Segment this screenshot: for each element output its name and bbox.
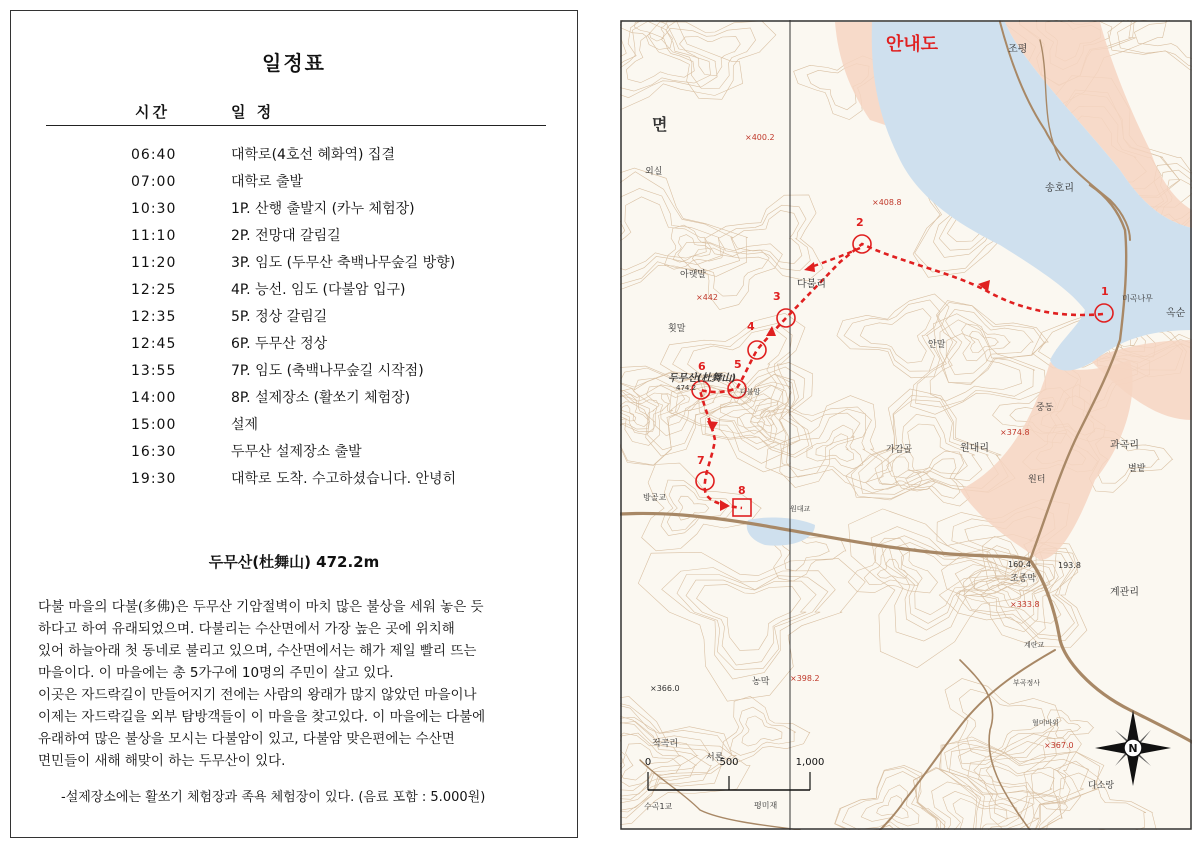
row-time: 13:55 [131,363,177,379]
row-plan: 3P. 임도 (두무산 축백나무숲길 방향) [231,255,456,271]
map-label: 미곡나무 [1122,294,1153,303]
description-line: 하다고 하여 유래되었으며. 다불리는 수산면에서 가장 높은 곳에 위치해 [38,621,455,637]
description-line: 면민들이 새해 해맞이 하는 두무산이 있다. [38,753,286,769]
schedule-row [11,223,577,250]
guide-map [620,20,1192,830]
map-label: 아랫말 [680,270,707,280]
row-plan: 두무산 설제장소 출발 [231,444,362,460]
map-label: 다불리 [797,279,826,290]
schedule-row [11,277,577,304]
map-label: 부곡정사 [1013,679,1041,687]
description-line: 이제는 자드락길을 외부 탐방객들이 이 마을을 찾고있다. 이 마을에는 다불에 [38,709,486,725]
map-label: 혈미바위 [1032,719,1060,727]
map-label: 원터 [1028,475,1046,485]
schedule-row [11,196,577,223]
schedule-row [11,304,577,331]
row-plan: 8P. 설제장소 (활쏘기 체험장) [231,390,411,406]
row-time: 10:30 [131,201,177,217]
row-plan: 설제 [231,417,259,433]
elevation-label: ×333.8 [1010,600,1040,609]
map-label: 160.4 [1008,560,1031,569]
row-plan: 6P. 두무산 정상 [231,336,328,352]
map-label: 농막 [752,677,770,687]
row-plan: 대학로(4호선 혜화역) 집결 [231,147,395,163]
route-number: 1 [1101,285,1109,298]
row-time: 12:45 [131,336,177,352]
schedule-panel [10,10,578,838]
map-label: 원대리 [960,443,989,454]
route-number: 8 [738,484,746,497]
map-label: 평미재 [754,801,778,810]
scale-label: 1,000 [795,757,825,768]
header-time: 시간 [135,103,170,121]
map-label: 별밭 [1128,464,1146,474]
mountain-title: 두무산(杜舞山) 472.2m [208,553,380,571]
map-label: 조종막 [1010,574,1037,584]
row-plan: 5P. 정상 갈림길 [231,309,328,325]
row-plan: 1P. 산행 출발지 (카누 체험장) [231,201,415,217]
map-title: 안내도 [885,34,939,55]
row-time: 07:00 [131,174,177,190]
map-label: 안말 [928,340,946,350]
schedule-row [11,331,577,358]
description-line: 유래하여 많은 불상을 모시는 다불암이 있고, 다불암 맞은편에는 수산면 [38,731,455,747]
header-plan: 일 정 [231,103,275,121]
schedule-row [11,358,577,385]
map-label: 다불암 [740,388,761,396]
elevation-label: ×398.2 [790,674,820,683]
schedule-title: 일정표 [262,51,326,75]
schedule-row [11,385,577,412]
schedule-row [11,412,577,439]
description-line: 이곳은 자드락길이 만들어지기 전에는 사람의 왕래가 많지 않았던 마을이나 [38,687,477,703]
row-time: 12:35 [131,309,177,325]
map-label: 송호리 [1045,183,1074,194]
schedule-row [11,169,577,196]
route-number: 4 [747,320,755,333]
row-time: 19:30 [131,471,177,487]
row-time: 11:10 [131,228,177,244]
row-plan: 대학로 도착. 수고하셨습니다. 안녕히 [231,471,457,487]
map-label: 계관리 [1110,587,1139,598]
row-time: 06:40 [131,147,177,163]
route-number: 7 [697,454,705,467]
map-label: 서론 [706,753,724,763]
description-line: 마을이다. 이 마을에는 총 5가구에 10명의 주민이 살고 있다. [38,665,394,681]
map-label: ×366.0 [650,684,680,693]
row-plan: 대학로 출발 [231,174,304,190]
map-label: 적곡리 [652,739,679,749]
elevation-label: ×367.0 [1044,741,1074,750]
map-label: 조평 [1008,44,1028,55]
map-label: 다소랑 [1088,781,1115,791]
map-label: 횟말 [668,324,686,334]
description-line: 있어 하늘아래 첫 동네로 불리고 있으며, 수산면에서는 해가 제일 빨리 뜨는 [38,643,477,659]
row-time: 16:30 [131,444,177,460]
row-time: 14:00 [131,390,177,406]
row-time: 11:20 [131,255,177,271]
elevation-label: ×408.8 [872,198,902,207]
map-label: 수곡1교 [644,802,673,811]
elevation-label: ×442 [696,293,718,302]
fee-note: -설제장소에는 활쏘기 체험장과 족욕 체험장이 있다. (음료 포함 : 5.000원) [61,790,486,805]
header-divider [46,125,546,126]
map-label: 외실 [645,167,663,177]
row-time: 15:00 [131,417,177,433]
row-plan: 4P. 능선. 임도 (다불암 입구) [231,282,406,298]
row-plan: 2P. 전망대 갈림길 [231,228,341,244]
schedule-row [11,142,577,169]
map-label: 두무산(杜舞山) [668,373,737,384]
map-label: 중동 [1036,403,1054,413]
map-label: 193.8 [1058,561,1081,570]
map-label: 원대교 [790,505,811,513]
map-label: 방골교 [643,493,667,502]
row-time: 12:25 [131,282,177,298]
elevation-label: ×374.8 [1000,428,1030,437]
map-label: 계란교 [1024,641,1045,649]
route-number: 5 [734,358,742,371]
mountain-description [38,596,563,772]
description-line: 다불 마을의 다불(多佛)은 두무산 기암절벽이 마치 많은 불상을 세워 놓은 듯 [38,599,484,615]
schedule-row [11,466,577,493]
scale-label: 500 [719,757,739,768]
elevation-label: ×400.2 [745,133,775,142]
route-number: 6 [698,360,706,373]
scale-label: 0 [644,757,652,768]
map-label: 과곡리 [1110,440,1139,451]
schedule-list [11,142,577,493]
map-label: 가감골 [886,445,913,455]
route-number: 3 [773,290,781,303]
schedule-row [11,439,577,466]
schedule-row [11,250,577,277]
row-plan: 7P. 임도 (축백나무숲길 시작점) [231,363,424,379]
map-label: 474.2 [676,384,697,392]
route-number: 2 [856,216,864,229]
map-label: 옥순 [1166,308,1186,319]
north-label: N [1128,742,1138,755]
map-label: 면 [652,115,668,134]
